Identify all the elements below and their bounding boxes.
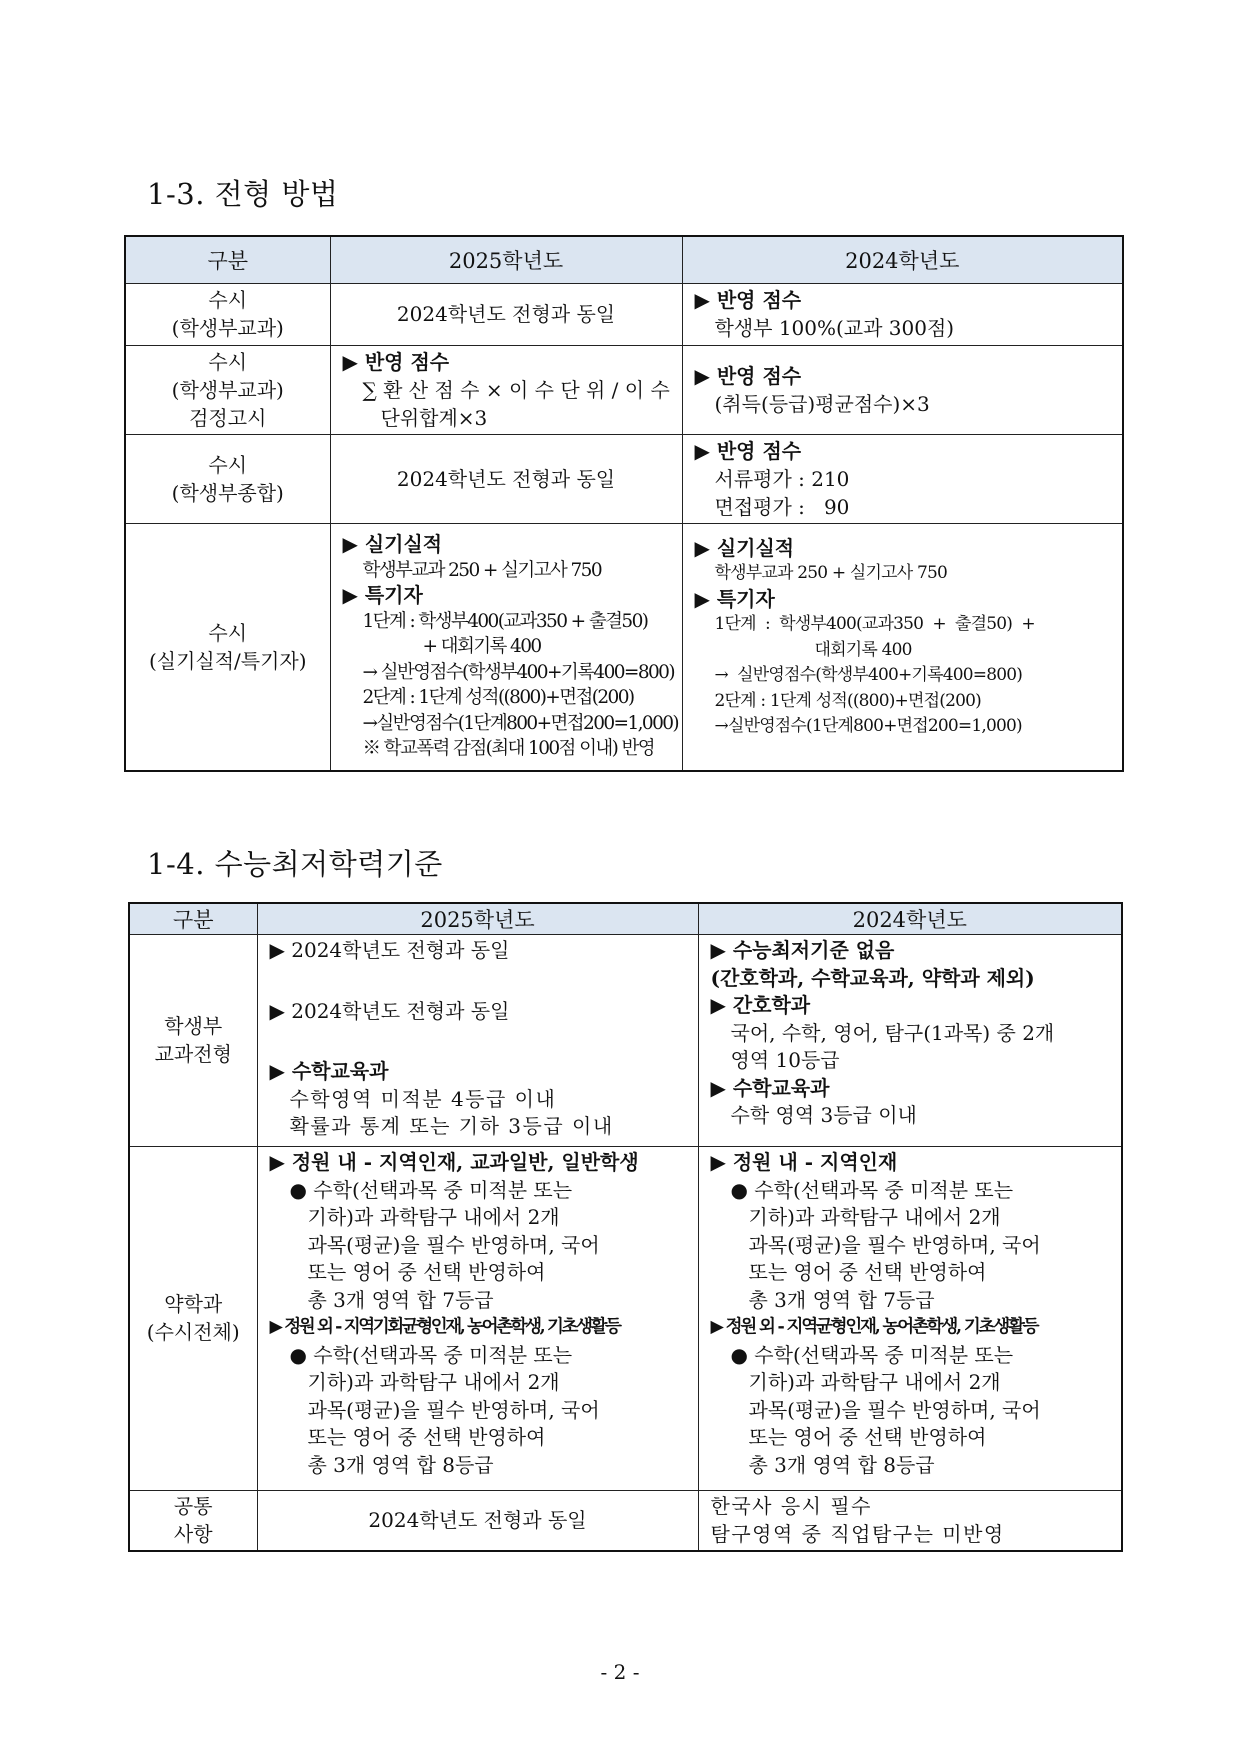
header-2024: 2024학년도 (698, 903, 1122, 935)
cell-2025: 2024학년도 전형과 동일 (330, 434, 682, 523)
cell-2025: 2024학년도 전형과 동일 (257, 1491, 698, 1552)
table-row (129, 1147, 1122, 1491)
category-cell: 약학과 (수시전체) (129, 1147, 257, 1491)
category-cell: 공통 사항 (129, 1491, 257, 1552)
table-row (125, 434, 1123, 523)
cell-2025: ▶ 실기실적 학생부교과 250 + 실기고사 750 ▶ 특기자 1단계 : 학생부400(교과350 + 출결50) + 대회기록 400 → 실반영점수(학생부400+기록400=800) 2단계 : 1단계 성적((800)+면접(200) →실반영점수(1단계800+면접200=1,000) ※ 학교폭력 감점(최대 100점 이내) 반영 (330, 523, 682, 771)
page-number: - 2 - (600, 1660, 640, 1684)
table-row (129, 1491, 1122, 1552)
cell-2025: 2024학년도 전형과 동일 (330, 283, 682, 345)
table-row (129, 935, 1122, 1147)
category-cell: 수시 (학생부교과) (125, 283, 330, 345)
header-2025: 2025학년도 (330, 236, 682, 283)
cell-2025: ▶ 반영 점수 ∑ 환 산 점 수 × 이 수 단 위 / 이 수 단위합계×3 (330, 345, 682, 434)
cell-2024: ▶ 실기실적 학생부교과 250 + 실기고사 750 ▶ 특기자 1단계 : 학생부400(교과350 + 출결50) + 대회기록 400 → 실반영점수(학생부400+기록400=800) 2단계 : 1단계 성적((800)+면접(200) →실반영점수(1단계800+면접200=1,000) (682, 523, 1123, 771)
csat-minimum-table (128, 902, 1123, 1552)
table-header-row (125, 236, 1123, 283)
table-header-row (129, 903, 1122, 935)
admission-method-table (124, 235, 1124, 772)
header-2025: 2025학년도 (257, 903, 698, 935)
category-cell: 수시 (학생부교과) 검정고시 (125, 345, 330, 434)
header-category: 구분 (129, 903, 257, 935)
section-title-1-4: 1-4. 수능최저학력기준 (147, 847, 443, 881)
table-row (125, 283, 1123, 345)
header-2024: 2024학년도 (682, 236, 1123, 283)
category-cell: 학생부 교과전형 (129, 935, 257, 1147)
cell-2024: 한국사 응시 필수 탐구영역 중 직업탐구는 미반영 (698, 1491, 1122, 1552)
cell-2024: ▶ 정원 내 - 지역인재 ● 수학(선택과목 중 미적분 또는 기하)과 과학탐구 내에서 2개 과목(평균)을 필수 반영하며, 국어 또는 영어 중 선택 반영하여 총 3개 영역 합 7등급 ▶ 정원 외 - 지역균형인재, 농어촌학생, 기초생활등 ● 수학(선택과목 중 미적분 또는 기하)과 과학탐구 내에서 2개 과목(평균)을 필수 반영하며, 국어 또는 영어 중 선택 반영하여 총 3개 영역 합 8등급 (698, 1147, 1122, 1491)
cell-2024: ▶ 수능최저기준 없음 (간호학과, 수학교육과, 약학과 제외) ▶ 간호학과 국어, 수학, 영어, 탐구(1과목) 중 2개 영역 10등급 ▶ 수학교육과 수학 영역 3등급 이내 (698, 935, 1122, 1147)
table-row (125, 523, 1123, 771)
section-title-1-3: 1-3. 전형 방법 (147, 177, 339, 211)
header-category: 구분 (125, 236, 330, 283)
category-cell: 수시 (학생부종합) (125, 434, 330, 523)
cell-2025: ▶ 2024학년도 전형과 동일 ▶ 2024학년도 전형과 동일 ▶ 수학교육과 수학영역 미적분 4등급 이내 확률과 통계 또는 기하 3등급 이내 (257, 935, 698, 1147)
cell-2024: ▶ 반영 점수 학생부 100%(교과 300점) (682, 283, 1123, 345)
table-row (125, 345, 1123, 434)
cell-2025: ▶ 정원 내 - 지역인재, 교과일반, 일반학생 ● 수학(선택과목 중 미적분 또는 기하)과 과학탐구 내에서 2개 과목(평균)을 필수 반영하며, 국어 또는 영어 중 선택 반영하여 총 3개 영역 합 7등급 ▶ 정원 외 - 지역기회균형인재, 농어촌학생, 기초생활등 ● 수학(선택과목 중 미적분 또는 기하)과 과학탐구 내에서 2개 과목(평균)을 필수 반영하며, 국어 또는 영어 중 선택 반영하여 총 3개 영역 합 8등급 (257, 1147, 698, 1491)
category-cell: 수시 (실기실적/특기자) (125, 523, 330, 771)
cell-2024: ▶ 반영 점수 (취득(등급)평균점수)×3 (682, 345, 1123, 434)
cell-2024: ▶ 반영 점수 서류평가 : 210 면접평가 : 90 (682, 434, 1123, 523)
